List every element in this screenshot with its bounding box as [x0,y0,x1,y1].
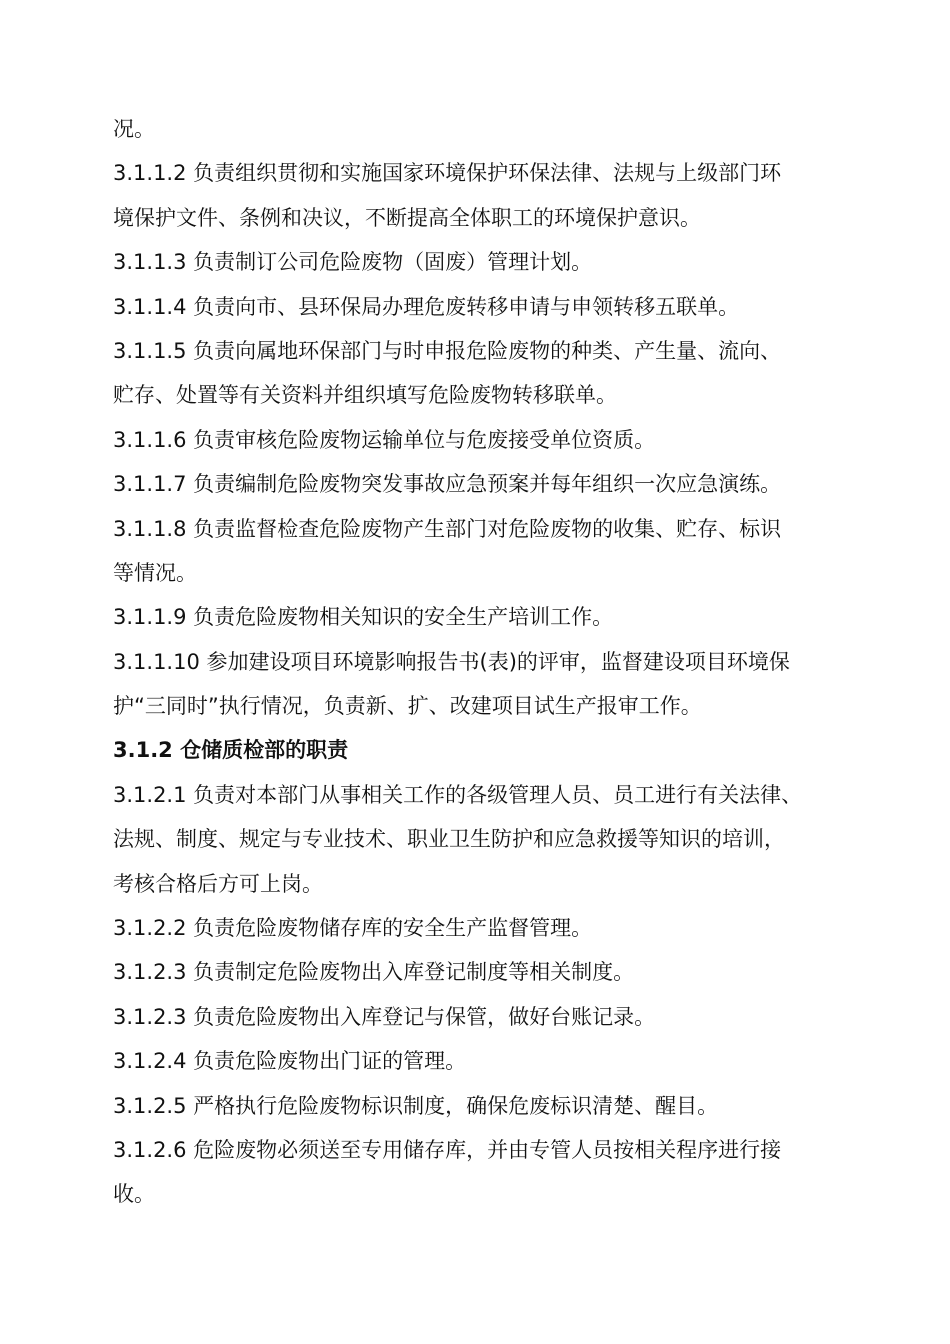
text-line: 收。 [113,1182,155,1207]
text-line: 等情况。 [113,560,197,585]
text-line: 3.1.2.3 负责制定危险废物出入库登记制度等相关制度。 [113,960,635,985]
text-line: 3.1.1.2 负责组织贯彻和实施国家环境保护环保法律、法规与上级部门环 [113,161,782,186]
text-line: 况。 [113,117,155,141]
text-line: 3.1.1.6 负责审核危险废物运输单位与危废接受单位资质。 [113,427,656,452]
text-line: 3.1.2.2 负责危险废物储存库的安全生产监督管理。 [113,916,593,941]
text-line: 3.1.2.1 负责对本部门从事相关工作的各级管理人员、员工进行有关法律、 [113,782,803,807]
text-line: 3.1.1.3 负责制订公司危险废物（固废）管理计划。 [113,250,593,275]
text-line: 3.1.1.8 负责监督检查危险废物产生部门对危险废物的收集、贮存、标识 [113,516,782,541]
text-line: 法规、制度、规定与专业技术、职业卫生防护和应急救援等知识的培训， [113,827,785,852]
text-line: 境保护文件、条例和决议，不断提高全体职工的环境保护意识。 [113,205,701,230]
text-line: 3.1.1.4 负责向市、县环保局办理危废转移申请与申领转移五联单。 [113,294,740,319]
document-body [113,107,841,1217]
text-line: 3.1.2.5 严格执行危险废物标识制度，确保危废标识清楚、醒目。 [113,1093,719,1118]
text-line: 3.1.2.3 负责危险废物出入库登记与保管，做好台账记录。 [113,1004,656,1029]
text-line: 3.1.2.6 危险废物必须送至专用储存库，并由专管人员按相关程序进行接 [113,1137,782,1162]
section-heading: 3.1.2 仓储质检部的职责 [113,738,349,763]
text-line: 3.1.1.10 参加建设项目环境影响报告书(表)的评审，监督建设项目环境保 [113,649,790,674]
text-line: 考核合格后方可上岗。 [113,871,323,896]
text-line: 贮存、处置等有关资料并组织填写危险废物转移联单。 [113,383,617,408]
text-line: 3.1.1.7 负责编制危险废物突发事故应急预案并每年组织一次应急演练。 [113,472,782,497]
text-line: 3.1.1.5 负责向属地环保部门与时申报危险废物的种类、产生量、流向、 [113,338,782,363]
text-line: 3.1.2.4 负责危险废物出门证的管理。 [113,1049,467,1074]
text-line: 护“三同时”执行情况，负责新、扩、改建项目试生产报审工作。 [113,694,702,719]
text-line: 3.1.1.9 负责危险废物相关知识的安全生产培训工作。 [113,605,614,630]
